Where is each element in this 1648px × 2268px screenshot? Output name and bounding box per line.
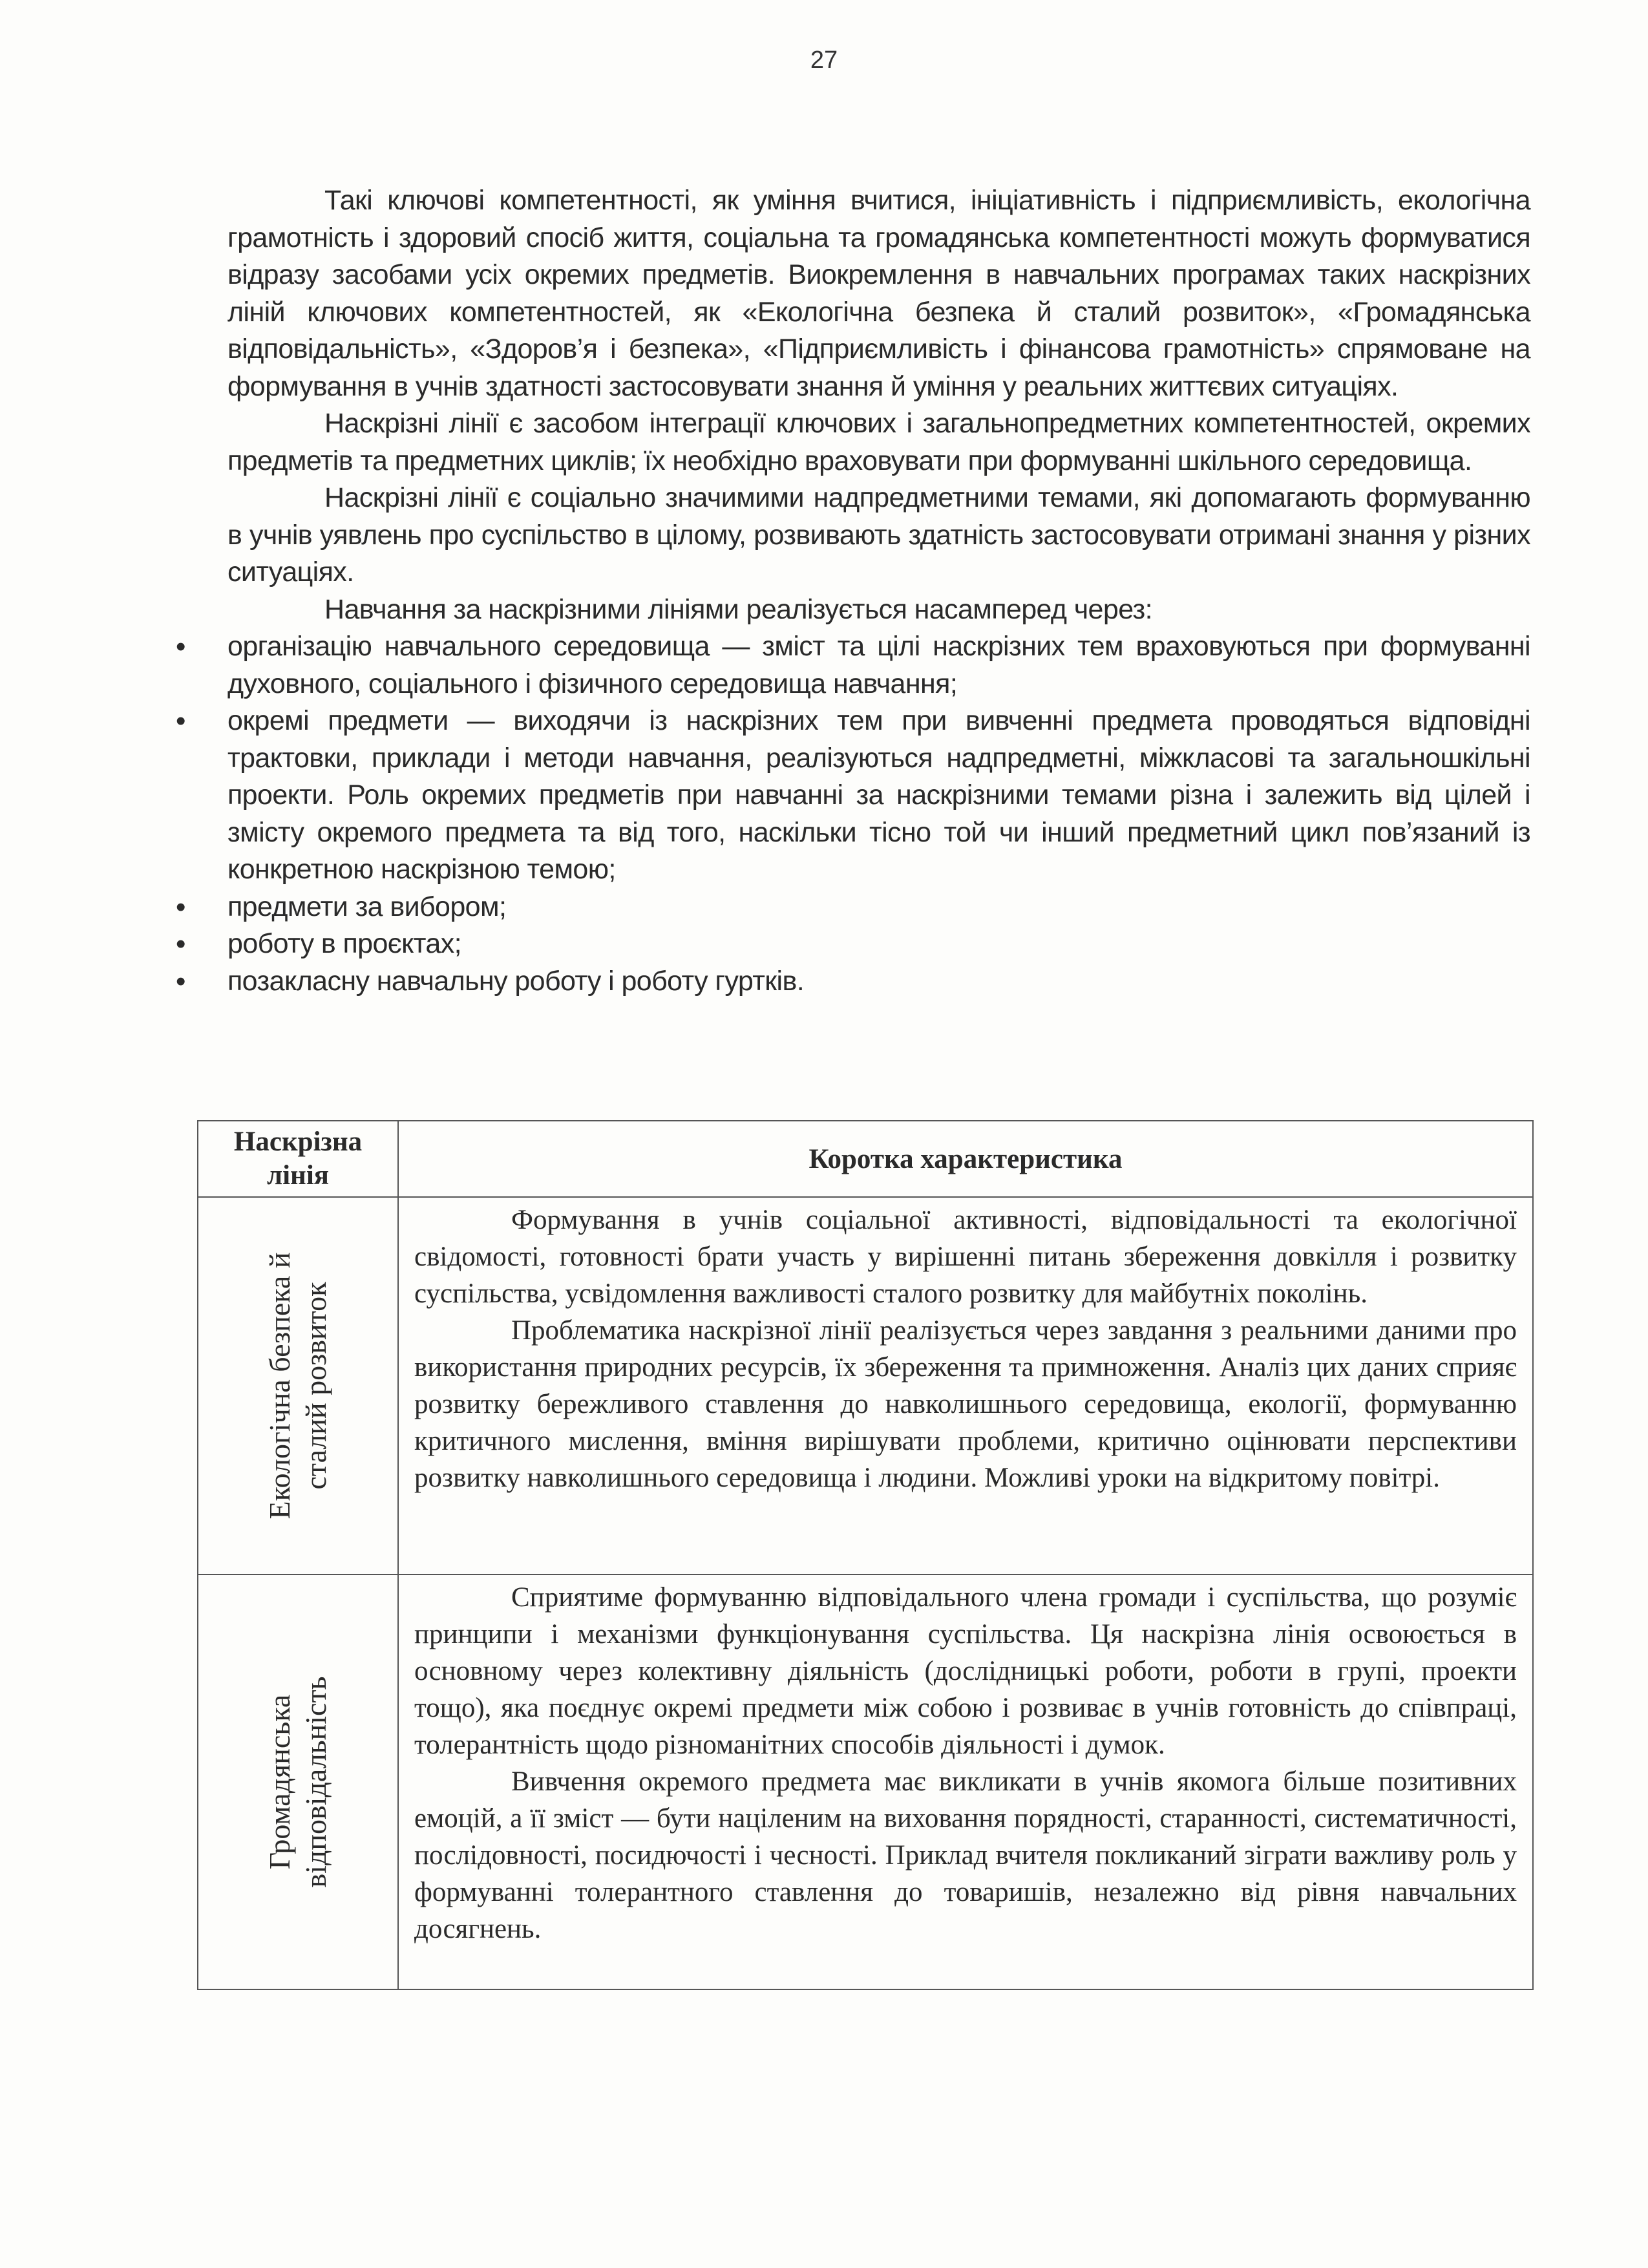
paragraph-social-themes: Наскрізні лінії є соціально значимими надпредметними темами, які допомагають формуванню в учнів уявлень про суспільство в цілому, розвивають здатність застосовувати отримані знання у різних ситуаціях. [227, 482, 1530, 588]
paragraph-learning-via: Навчання за наскрізними лініями реалізується насамперед через: [324, 593, 1153, 625]
description-cell [398, 1197, 1533, 1574]
line-label: Громадянська відповідальність [263, 1676, 332, 1888]
table-row [198, 1574, 1533, 1989]
table-header-row [198, 1121, 1533, 1197]
header-line: Наскрізна лінія [198, 1121, 398, 1197]
description-paragraph: Формування в учнів соціальної активності, відповідальності та екологічної свідомості, готовності брати участь у вирішенні питань збереження довкілля і розвитку суспільства, усвідомлення важливості сталого розвитку для майбутніх поколінь. [414, 1205, 1517, 1309]
line-label-cell [198, 1574, 398, 1989]
description-paragraph: Сприятиме формуванню відповідального члена громади і суспільства, що розуміє принципи і механізми функціонування суспільства. Ця наскрізна лінія освоюється в основному через колективну діяльність (дослідницькі роботи, роботи в групі, проекти тощо), яка поєднує окремі предмети між собою і розвиває в учнів готовність до співпраці, толерантність щодо різноманітних способів діяльності і думок. [414, 1582, 1517, 1760]
bullet-item: • предмети за вибором; [227, 889, 1530, 926]
description-paragraph: Вивчення окремого предмета має викликати в учнів якомога більше позитивних емоцій, а її зміст — бути націленим на виховання порядності, старанності, систематичності, послідовності, посидючості і чесності. Приклад вчителя покликаний зіграти важливу роль у формуванні толерантного ставлення до товаришів, незалежно від рівня навчальних досягнень. [414, 1766, 1517, 1944]
description-cell [398, 1574, 1533, 1989]
table-row [198, 1197, 1533, 1574]
cross-cutting-lines-table [197, 1120, 1534, 1990]
line-label-cell [198, 1197, 398, 1574]
bullet-item: • позакласну навчальну роботу і роботу гуртків. [227, 963, 1530, 1001]
body-text [227, 182, 1530, 1000]
line-label: Екологічна безпека й сталий розвиток [263, 1252, 332, 1520]
header-characteristic: Коротка характеристика [398, 1121, 1533, 1197]
paragraph-intro: Такі ключові компетентності, як уміння вчитися, ініціативність і підприємливість, екологічна грамотність і здоровий спосіб життя, соціальна та громадянська компетентності можуть формуватися відразу засобами усіх окремих предметів. Виокремлення в навчальних програмах таких наскрізних ліній ключових компетентностей, як «Екологічна безпека й сталий розвиток», «Громадянська відповідальність», «Здоров’я і безпека», «Підприємливість і фінансова грамотність» спрямоване на формування в учнів здатності застосовувати знання й уміння у реальних життєвих ситуаціях. [227, 185, 1530, 402]
description-paragraph: Проблематика наскрізної лінії реалізується через завдання з реальними даними про використання природних ресурсів, їх збереження та примноження. Аналіз цих даних сприяє розвитку бережливого ставлення до навколишнього середовища, екології, формуванню критичного мислення, вміння вирішувати проблеми, критично оцінювати перспективи розвитку навколишнього середовища і людини. Можливі уроки на відкритому повітрі. [414, 1315, 1517, 1493]
bullet-item: • роботу в проєктах; [227, 926, 1530, 963]
page-number: 27 [810, 47, 838, 74]
bullet-item: • окремі предмети — виходячи із наскрізних тем при вивченні предмета проводяться відповідні трактовки, приклади і методи навчання, реалізуються надпредметні, міжкласові та загальношкільні проекти. Роль окремих предметів при навчанні за наскрізними темами різна і залежить від цілей і змісту окремого предмета та від того, наскільки тісно той чи інший предметний цикл пов’язаний із конкретною наскрізною темою; [227, 703, 1530, 889]
bullet-item: • організацію навчального середовища — зміст та цілі наскрізних тем враховуються при формуванні духовного, соціального і фізичного середовища навчання; [227, 628, 1530, 703]
bullet-list [227, 628, 1530, 1000]
paragraph-integration: Наскрізні лінії є засобом інтеграції ключових і загальнопредметних компетентностей, окремих предметів та предметних циклів; їх необхідно враховувати при формуванні шкільного середовища. [227, 408, 1530, 476]
